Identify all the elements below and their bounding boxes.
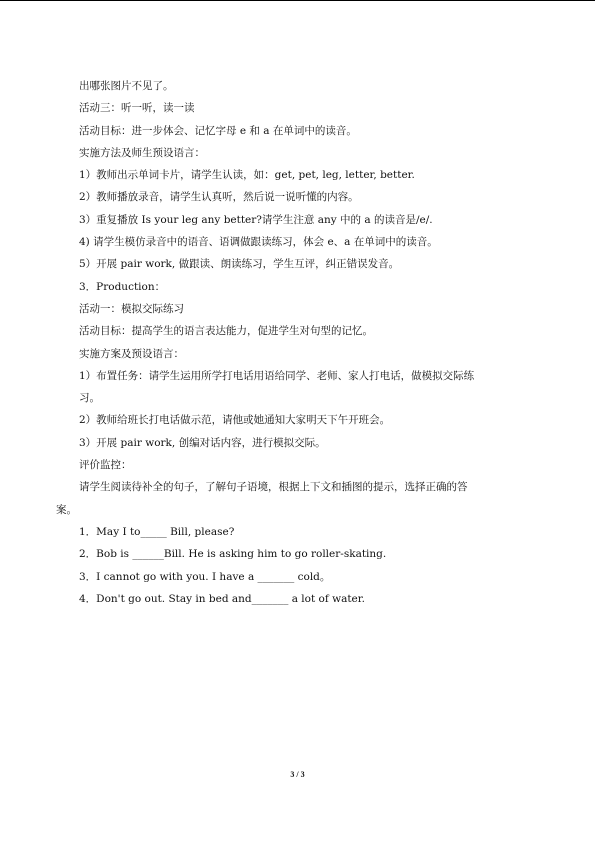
- section-heading: 活动一：模拟交际练习: [79, 302, 184, 315]
- page-top-border: [0, 0, 595, 1]
- text-line: 实施方案及预设语言：: [79, 347, 184, 360]
- exercise-item: 2．Bob is ______Bill. He is asking him to go roller-skating.: [79, 548, 387, 561]
- text-line: 活动目标：进一步体会、记忆字母 e 和 a 在单词中的读音。: [79, 124, 357, 137]
- list-item: 2）教师给班长打电话做示范，请他或她通知大家明天下午开班会。: [79, 414, 391, 427]
- list-item: 1）教师出示单词卡片，请学生认读，如：get, pet, leg, letter, better.: [79, 169, 415, 182]
- list-item: 3）开展 pair work, 创编对话内容，进行模拟交际。: [79, 436, 326, 449]
- list-item: 4) 请学生模仿录音中的语音、语调做跟读练习，体会 e、a 在单词中的读音。: [79, 236, 438, 249]
- section-heading: 活动三：听一听，读一读: [79, 102, 195, 115]
- document-body: [56, 75, 546, 610]
- exercise-item: 3．I cannot go with you. I have a _______ cold。: [79, 570, 331, 583]
- exercise-item: 4．Don't go out. Stay in bed and_______ a lot of water.: [79, 592, 365, 605]
- page-number: 3 / 3: [290, 770, 305, 779]
- text-line: 实施方法及师生预设语言：: [79, 146, 205, 159]
- text-line: 活动目标：提高学生的语言表达能力，促进学生对句型的记忆。: [79, 325, 373, 338]
- list-item: 3）重复播放 Is your leg any better?请学生注意 any 中的 a 的读音是/e/.: [79, 213, 433, 226]
- exercise-item: 1．May I to_____ Bill, please?: [79, 525, 235, 538]
- instruction-text-continuation: 案。: [56, 503, 77, 516]
- list-item: 2）教师播放录音，请学生认真听，然后说一说听懂的内容。: [79, 191, 359, 204]
- section-heading: 评价监控：: [79, 459, 132, 472]
- list-item: 5）开展 pair work, 做跟读、朗读练习，学生互评，纠正错误发音。: [79, 258, 400, 271]
- list-item-continuation: 习。: [79, 392, 100, 405]
- text-line: 出哪张图片不见了。: [79, 80, 174, 92]
- instruction-text: 请学生阅读待补全的句子，了解句子语境，根据上下文和插图的提示，选择正确的答: [79, 481, 468, 494]
- list-item: 1）布置任务：请学生运用所学打电话用语给同学、老师、家人打电话，做模拟交际练: [79, 369, 475, 382]
- section-heading: 3．Production：: [79, 280, 166, 293]
